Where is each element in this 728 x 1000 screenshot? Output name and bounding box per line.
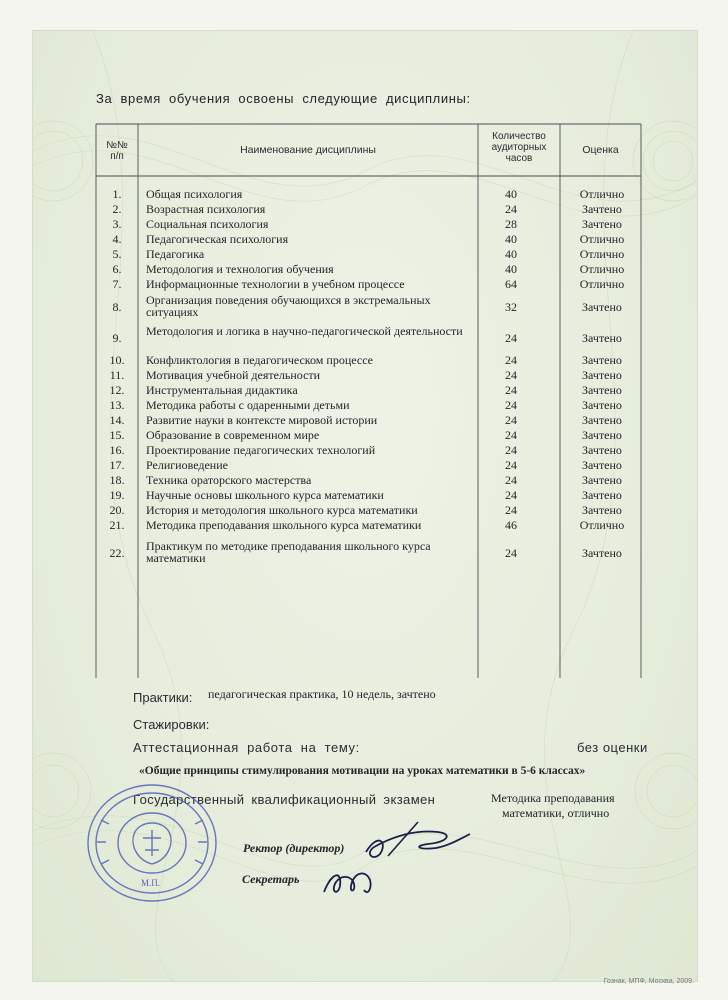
- hours-value: 24: [505, 473, 517, 487]
- discipline-name: Образование в современном мире: [146, 428, 320, 442]
- rector-label: Ректор (директор): [243, 841, 345, 855]
- column-header-grade: Оценка: [582, 144, 619, 156]
- discipline-name: Методика преподавания школьного курса математики: [146, 518, 422, 532]
- row-number: 22.: [109, 546, 125, 560]
- row-number: 8.: [112, 300, 122, 314]
- row-number: 21.: [109, 518, 125, 532]
- row-number: 18.: [109, 473, 125, 487]
- grade-value: Зачтено: [582, 300, 622, 314]
- printer-imprint: Гознак, МПФ, Москва, 2009.: [603, 978, 694, 985]
- row-number: 4.: [112, 232, 122, 246]
- discipline-name: Развитие науки в контексте мировой истории: [146, 413, 378, 427]
- discipline-name: Мотивация учебной деятельности: [146, 368, 321, 382]
- discipline-name: Организация поведения обучающихся в экстремальных ситуациях: [146, 293, 431, 319]
- discipline-name: Информационные технологии в учебном процессе: [146, 277, 405, 291]
- row-number: 2.: [112, 202, 122, 216]
- internships-label: Стажировки:: [133, 717, 210, 732]
- discipline-name: Возрастная психология: [146, 202, 266, 216]
- row-number: 3.: [112, 217, 122, 231]
- row-number: 12.: [109, 383, 125, 397]
- discipline-name: Общая психология: [146, 187, 243, 201]
- discipline-name: Практикум по методике преподавания школьного курса математики: [146, 539, 431, 565]
- grade-value: Зачтено: [582, 217, 622, 231]
- discipline-name: Инструментальная дидактика: [146, 383, 298, 397]
- grade-value: Зачтено: [582, 503, 622, 517]
- row-number: 11.: [109, 368, 125, 382]
- grade-value: Зачтено: [582, 398, 622, 412]
- grade-value: Зачтено: [582, 458, 622, 472]
- section-heading: За время обучения освоены следующие дисциплины:: [96, 91, 471, 106]
- grade-value: Зачтено: [582, 202, 622, 216]
- row-number: 16.: [109, 443, 125, 457]
- row-number: 6.: [112, 262, 122, 276]
- discipline-name: Методология и технология обучения: [146, 262, 334, 276]
- hours-value: 40: [505, 247, 517, 261]
- grade-value: Зачтено: [582, 368, 622, 382]
- grade-value: Зачтено: [582, 331, 622, 345]
- grade-value: Отлично: [579, 262, 625, 276]
- row-number: 10.: [109, 353, 125, 367]
- grade-value: Зачтено: [582, 488, 622, 502]
- grade-value: Отлично: [579, 232, 625, 246]
- row-number: 14.: [109, 413, 125, 427]
- hours-value: 46: [505, 518, 517, 532]
- hours-value: 24: [505, 202, 517, 216]
- discipline-name: Проектирование педагогических технологий: [146, 443, 376, 457]
- hours-value: 40: [505, 187, 517, 201]
- seal-text: М.П.: [141, 878, 161, 888]
- discipline-name: Научные основы школьного курса математики: [146, 488, 384, 502]
- thesis-title: «Общие принципы стимулирования мотивации на уроках математики в 5-6 классах»: [139, 765, 586, 777]
- hours-value: 24: [505, 413, 517, 427]
- official-seal: [83, 780, 221, 906]
- grade-value: Зачтено: [582, 443, 622, 457]
- hours-value: 24: [505, 398, 517, 412]
- grade-value: Зачтено: [582, 353, 622, 367]
- secretary-signature: [318, 862, 388, 902]
- discipline-name: Техника ораторского мастерства: [146, 473, 312, 487]
- row-number: 17.: [109, 458, 125, 472]
- thesis-label: Аттестационная работа на тему:: [133, 740, 360, 755]
- row-number: 1.: [112, 187, 122, 201]
- discipline-name: История и методология школьного курса математики: [146, 503, 418, 517]
- hours-value: 24: [505, 503, 517, 517]
- practice-value: педагогическая практика, 10 недель, зачтено: [208, 687, 436, 701]
- secretary-label: Секретарь: [242, 872, 300, 886]
- hours-value: 40: [505, 262, 517, 276]
- row-number: 20.: [109, 503, 125, 517]
- exam-value-line1: Методика преподавания: [491, 791, 615, 805]
- hours-value: 40: [505, 232, 517, 246]
- hours-value: 24: [505, 443, 517, 457]
- hours-value: 24: [505, 428, 517, 442]
- hours-value: 24: [505, 331, 517, 345]
- grade-value: Зачтено: [582, 428, 622, 442]
- hours-value: 32: [505, 300, 517, 314]
- hours-value: 28: [505, 217, 517, 231]
- row-number: 15.: [109, 428, 125, 442]
- discipline-name: Конфликтология в педагогическом процессе: [146, 353, 373, 367]
- discipline-name: Методика работы с одаренными детьми: [146, 398, 350, 412]
- grade-value: Отлично: [579, 187, 625, 201]
- grade-value: Зачтено: [582, 383, 622, 397]
- hours-value: 24: [505, 488, 517, 502]
- discipline-name: Религиоведение: [146, 458, 228, 472]
- thesis-grade: без оценки: [577, 740, 648, 755]
- hours-value: 24: [505, 368, 517, 382]
- column-header-hours: Количество аудиторных часов: [491, 131, 547, 164]
- column-header-name: Наименование дисциплины: [240, 144, 376, 156]
- discipline-name: Педагогика: [146, 247, 205, 261]
- row-number: 19.: [109, 488, 125, 502]
- hours-value: 24: [505, 353, 517, 367]
- row-number: 13.: [109, 398, 125, 412]
- grade-value: Зачтено: [582, 546, 622, 560]
- grade-value: Отлично: [579, 518, 625, 532]
- hours-value: 24: [505, 458, 517, 472]
- practice-label: Практики:: [133, 690, 193, 705]
- exam-label: Государственный квалификационный экзамен: [133, 792, 436, 807]
- row-number: 7.: [112, 277, 122, 291]
- row-number: 5.: [112, 247, 122, 261]
- column-header-num: №№ п/п: [106, 140, 128, 162]
- grade-value: Отлично: [579, 277, 625, 291]
- discipline-name: Педагогическая психология: [146, 232, 289, 246]
- hours-value: 24: [505, 383, 517, 397]
- hours-value: 24: [505, 546, 517, 560]
- row-number: 9.: [112, 331, 122, 345]
- hours-value: 64: [505, 277, 517, 291]
- discipline-name: Методология и логика в научно-педагогической деятельности: [146, 324, 463, 338]
- discipline-name: Социальная психология: [146, 217, 269, 231]
- exam-value-line2: математики, отлично: [502, 806, 610, 820]
- grade-value: Отлично: [579, 247, 625, 261]
- grade-value: Зачтено: [582, 413, 622, 427]
- grade-value: Зачтено: [582, 473, 622, 487]
- rector-signature: [358, 812, 478, 867]
